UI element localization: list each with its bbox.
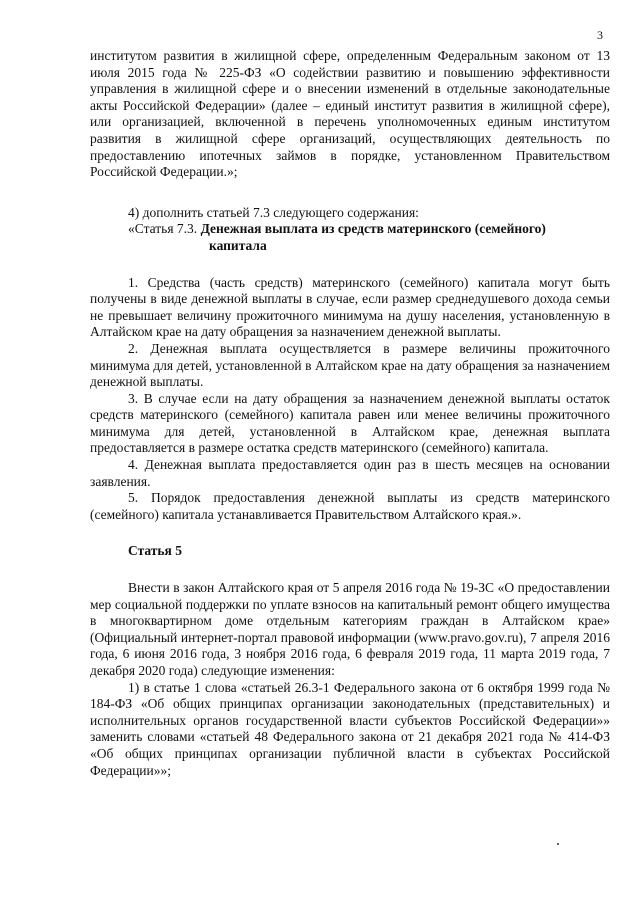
point-4: 4. Денежная выплата предоставляется один раз в шесть месяцев на основании заявления. bbox=[90, 457, 610, 489]
document-body bbox=[90, 48, 610, 779]
page-number: 3 bbox=[597, 28, 603, 42]
article-7-3-title bbox=[90, 221, 610, 254]
article-5-heading: Статья 5 bbox=[128, 543, 182, 559]
article-7-3-title-line2: капитала bbox=[209, 237, 267, 253]
article-7-3-title-line1: Денежная выплата из средств материнского (семейного) bbox=[200, 221, 546, 237]
point-3: 3. В случае если на дату обращения за назначением денежной выплаты остаток средств материнского (семейного) капитала равен или менее величины прожиточного минимума для детей, установленной в Алтайском крае, денежная выплата предоставляется в размере остатка средств материнского (семейного) капитала. bbox=[90, 390, 610, 456]
article-5-item-1: 1) в статье 1 слова «статьей 26.3-1 Федерального закона от 6 октября 1999 года № 184-ФЗ «Об общих принципах организации законодательных (представительных) и исполнительных органов государственной власти субъектов Российской Федерации»» заменить словами «статьей 48 Федерального закона от 21 декабря 2021 года № 414-ФЗ «Об общих принципах организации публичной власти в субъектах Российской Федерации»»; bbox=[90, 679, 610, 778]
item-4: 4) дополнить статьей 7.3 следующего содержания: bbox=[128, 204, 419, 220]
scan-speck bbox=[557, 843, 559, 845]
point-5: 5. Порядок предоставления денежной выплаты из средств материнского (семейного) капитала устанавливается Правительством Алтайского края.». bbox=[90, 490, 610, 522]
article-7-3-prefix: «Статья 7.3. bbox=[128, 221, 201, 237]
point-2: 2. Денежная выплата осуществляется в размере величины прожиточного минимума для детей, установленной в Алтайском крае на дату обращения за назначением денежной выплаты. bbox=[90, 340, 610, 390]
intro-paragraph: институтом развития в жилищной сфере, определенным Федеральным законом от 13 июля 2015 года № 225-ФЗ «О содействии развитию и повышению эффективности управления в жилищной сфере и о внесении изменений в отдельные законодательные акты Российской Федерации» (далее – единый институт развития в жилищной сфере), или организацией, включенной в перечень уполномоченных единым институтом развития в жилищной сфере организаций, осуществляющих деятельность по предоставлению ипотечных займов в порядке, установленном Правительством Российской Федерации.»; bbox=[90, 48, 610, 180]
article-5-intro: Внести в закон Алтайского края от 5 апреля 2016 года № 19-ЗС «О предоставлении мер социальной поддержки по уплате взносов на капитальный ремонт общего имущества в многоквартирном доме отдельным категориям граждан в Алтайском крае» (Официальный интернет-портал правовой информации (www.pravo.gov.ru), 7 апреля 2016 года, 6 июня 2016 года, 3 ноября 2016 года, 6 февраля 2019 года, 11 марта 2019 года, 7 декабря 2020 года) следующие изменения: bbox=[90, 580, 610, 678]
point-1: 1. Средства (часть средств) материнского (семейного) капитала могут быть получены в виде денежной выплаты в случае, если размер среднедушевого дохода семьи не превышает величину прожиточного минимума на душу населения, установленную в Алтайском крае на дату обращения за назначением денежной выплаты. bbox=[90, 274, 610, 340]
